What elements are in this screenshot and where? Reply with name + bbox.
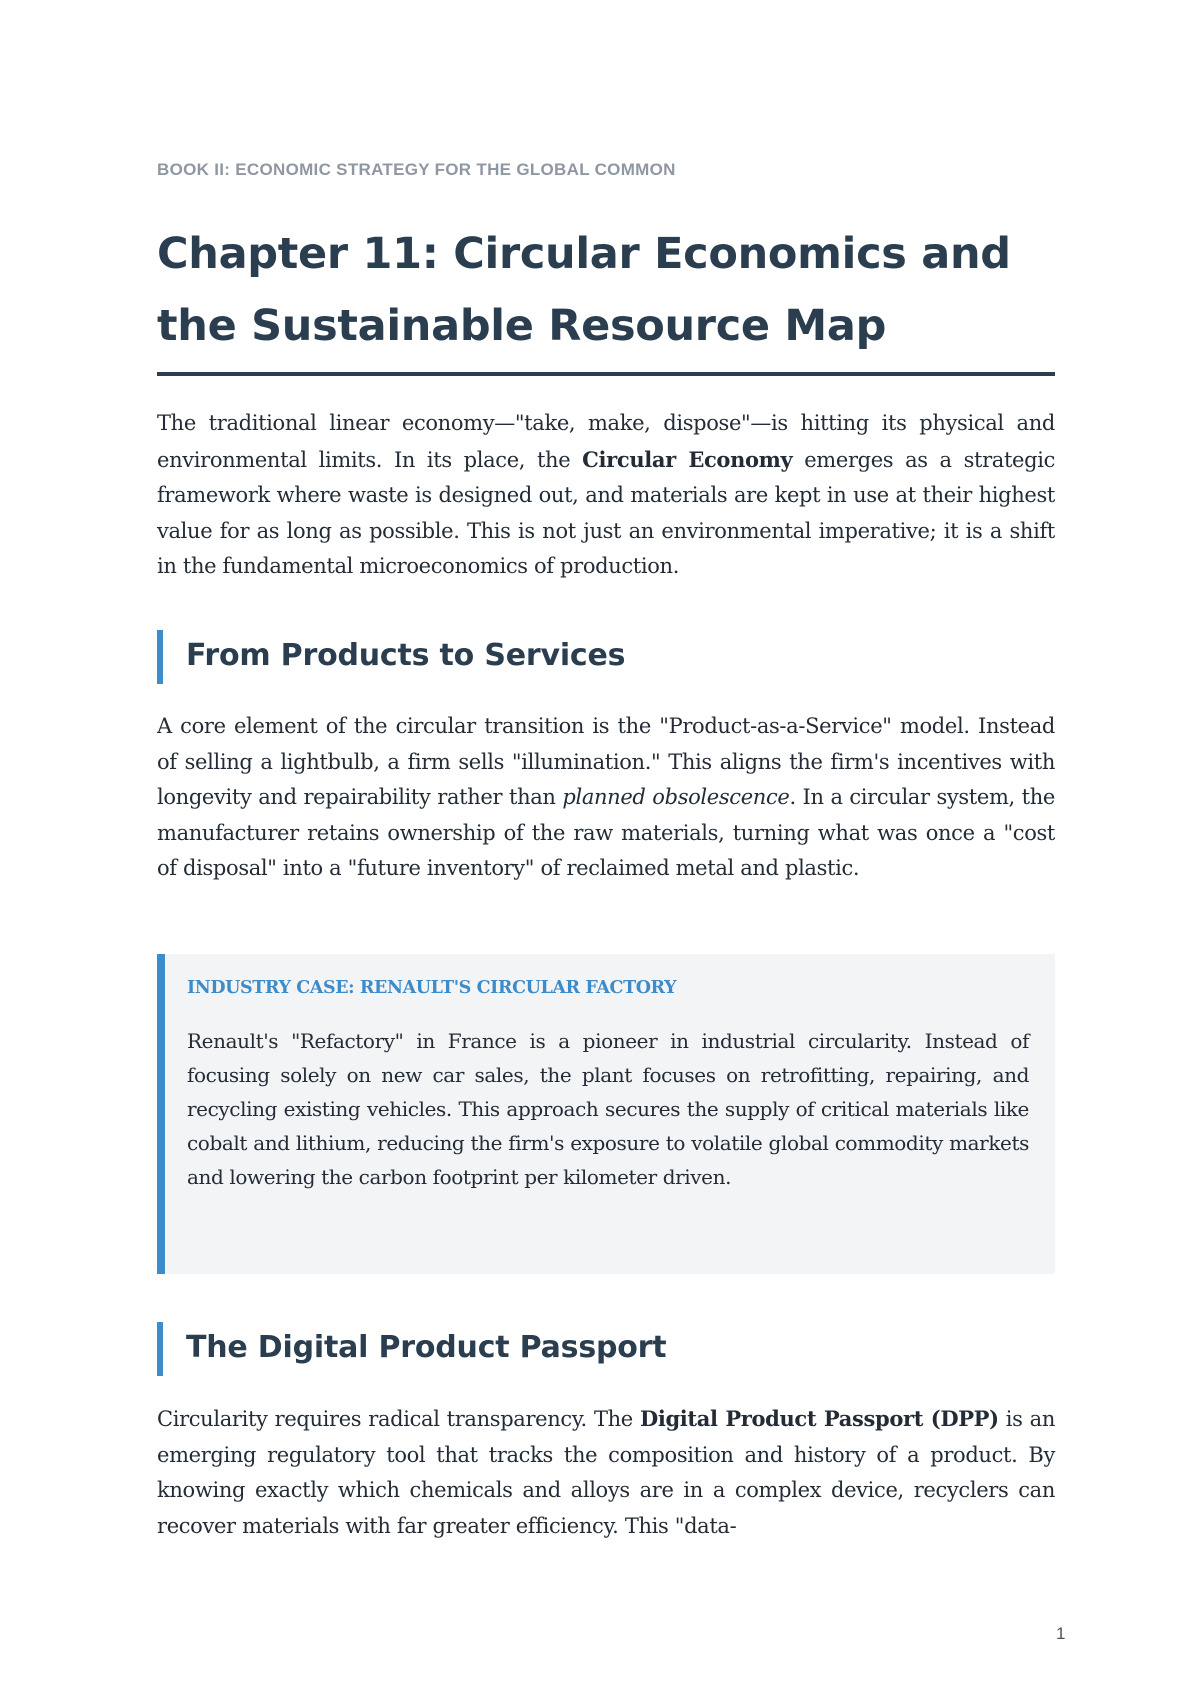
section1-paragraph <box>157 709 1055 887</box>
section2-paragraph <box>157 1401 1055 1544</box>
section-accent-bar <box>157 630 163 684</box>
section1-italic-term: planned obsolescence <box>562 785 790 809</box>
industry-case-callout <box>157 954 1055 1274</box>
section-title: From Products to Services <box>186 638 626 673</box>
intro-text-before: The traditional linear economy—"take, make, dispose"—is hitting its physical and environmental limits. In its place, the <box>157 411 1055 472</box>
section2-text-before: Circularity requires radical transparency. The <box>157 1407 640 1431</box>
title-divider <box>157 372 1055 376</box>
chapter-title: Chapter 11: Circular Economics and the Sustainable Resource Map <box>157 229 1011 351</box>
section1-text-after: . In a circular system, the manufacturer retains ownership of the raw materials, turning what was once a "cost of disposal" into a "future inventory" of reclaimed metal and plastic. <box>157 785 1055 880</box>
section-title: The Digital Product Passport <box>186 1330 667 1365</box>
section-heading-digital-product-passport <box>157 1322 1055 1376</box>
section-heading-products-to-services <box>157 630 1055 684</box>
intro-text-after: emerges as a strategic framework where waste is designed out, and materials are kept in use at their highest value for as long as possible. This is not just an environmental imperative; it is a shift in the fundamental microeconomics of production. <box>157 447 1055 578</box>
book-label: BOOK II: ECONOMIC STRATEGY FOR THE GLOBAL COMMON <box>157 160 676 179</box>
intro-paragraph <box>157 406 1055 585</box>
page-number: 1 <box>1056 1624 1066 1643</box>
callout-text: Renault's "Refactory" in France is a pioneer in industrial circularity. Instead of focusing solely on new car sales, the plant focuses on retrofitting, repairing, and recycling existing vehicles. This approach secures the supply of critical materials like cobalt and lithium, reducing the firm's exposure to volatile global commodity markets and lowering the carbon footprint per kilometer driven. <box>187 1029 1029 1189</box>
section2-bold-term: Digital Product Passport (DPP) <box>639 1406 999 1431</box>
intro-bold-term: Circular Economy <box>582 446 793 472</box>
callout-label: INDUSTRY CASE: RENAULT'S CIRCULAR FACTORY <box>187 978 677 998</box>
section-accent-bar <box>157 1322 163 1376</box>
section1-text-before: A core element of the circular transition is the "Product-as-a-Service" model. Instead of selling a lightbulb, a firm sells "illumination." This aligns the firm's incentives with longevity and repairability rather than <box>157 714 1055 809</box>
section2-text-after: is an emerging regulatory tool that tracks the composition and history of a product. By knowing exactly which chemicals and alloys are in a complex device, recyclers can recover materials with far greater efficiency. This "data- <box>157 1407 1056 1538</box>
callout-accent-bar <box>157 954 165 1274</box>
